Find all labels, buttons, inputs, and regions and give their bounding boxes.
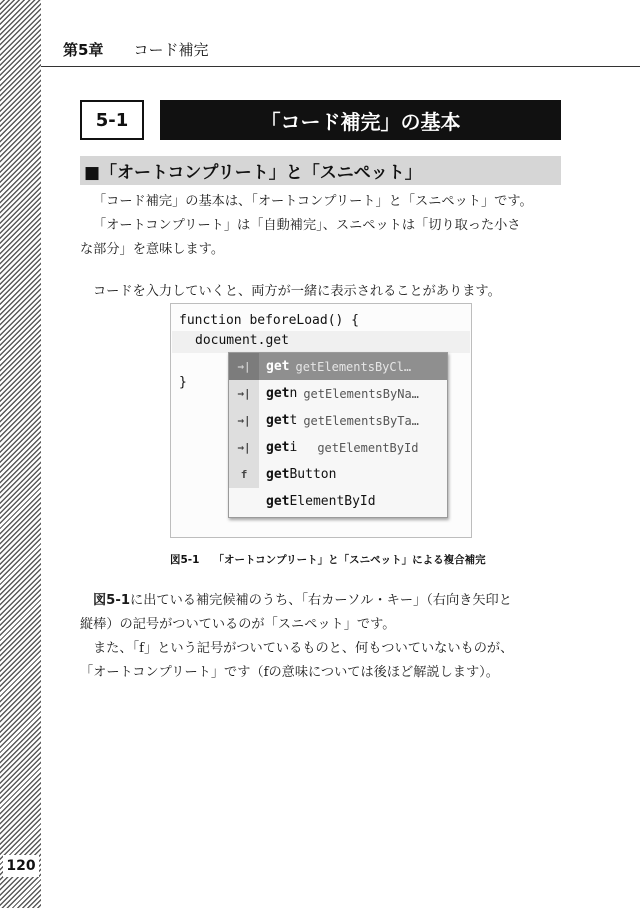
completion-popup (228, 352, 448, 518)
intro-line: 「コード補完」の基本は、「オートコンプリート」と「スニペット」です。 (93, 194, 533, 209)
body-line: 「オートコンプリート」です（fの意味については後ほど解説します）。 (80, 665, 499, 680)
completion-label (266, 359, 289, 374)
completion-item[interactable] (229, 353, 447, 380)
completion-label (266, 467, 336, 482)
snippet-icon: →| (229, 380, 259, 407)
rest-text: Button (289, 467, 337, 482)
completion-label (266, 440, 297, 455)
completion-item[interactable] (229, 434, 447, 461)
match-text: get (266, 440, 290, 455)
figure-caption (170, 552, 486, 567)
completion-item[interactable] (229, 461, 447, 488)
match-text: get (266, 494, 290, 509)
rest-text: n (289, 386, 298, 401)
body-line: 縦棒）の記号がついているのが「スニペット」です。 (80, 617, 396, 632)
body-text: に出ている補完候補のうち、「右カーソル・キー」（右向き矢印と (130, 593, 512, 608)
completion-item[interactable] (229, 488, 447, 515)
snippet-icon: →| (229, 353, 259, 380)
running-head (63, 39, 208, 60)
intro-line: な部分」を意味します。 (80, 242, 225, 257)
function-icon: f (229, 461, 259, 488)
header-rule (41, 66, 640, 67)
lead-line: コードを入力していくと、両方が一緒に表示されることがあります。 (93, 284, 501, 299)
chapter-title: コード補完 (133, 41, 209, 59)
completion-label (266, 386, 297, 401)
completion-hint: getElementsByNa… (303, 386, 419, 401)
completion-hint: getElementsByTa… (303, 413, 419, 428)
completion-item[interactable] (229, 380, 447, 407)
code-line: document.get (195, 333, 289, 348)
intro-line: 「オートコンプリート」は「自動補完」、スニペットは「切り取った小さ (93, 218, 521, 233)
match-text: get (266, 386, 290, 401)
side-stripe-decoration (0, 0, 41, 908)
rest-text: i (289, 440, 298, 455)
blank-icon (229, 488, 259, 515)
code-line: } (179, 375, 187, 390)
match-text: get (266, 359, 290, 374)
section-title: 「コード補完」の基本 (160, 100, 561, 140)
intro-paragraph (80, 190, 570, 262)
completion-hint: getElementsByCl… (295, 359, 412, 374)
figure-reference: 図5-1 (93, 593, 131, 608)
body-line: また、「f」という記号がついているものと、何もついていないものが、 (93, 641, 514, 656)
code-line: function beforeLoad() { (179, 313, 360, 328)
match-text: get (266, 467, 290, 482)
lead-paragraph (80, 280, 570, 304)
body-paragraph (80, 589, 570, 685)
caption-title: 「オートコンプリート」と「スニペット」による複合補完 (213, 554, 486, 566)
rest-text: t (289, 413, 298, 428)
completion-label (266, 413, 297, 428)
completion-label (266, 494, 376, 509)
match-text: get (266, 413, 290, 428)
body-line (80, 589, 570, 613)
snippet-icon: →| (229, 434, 259, 461)
section-number: 5-1 (80, 100, 144, 140)
caption-number: 図5-1 (170, 554, 200, 566)
snippet-icon: →| (229, 407, 259, 434)
subsection-heading: ■「オートコンプリート」と「スニペット」 (80, 156, 561, 185)
rest-text: ElementById (289, 494, 376, 509)
completion-item[interactable] (229, 407, 447, 434)
page-number: 120 (3, 855, 39, 877)
figure-screenshot (170, 303, 472, 538)
chapter-number: 第5章 (63, 41, 104, 59)
completion-hint: getElementById (317, 440, 419, 455)
